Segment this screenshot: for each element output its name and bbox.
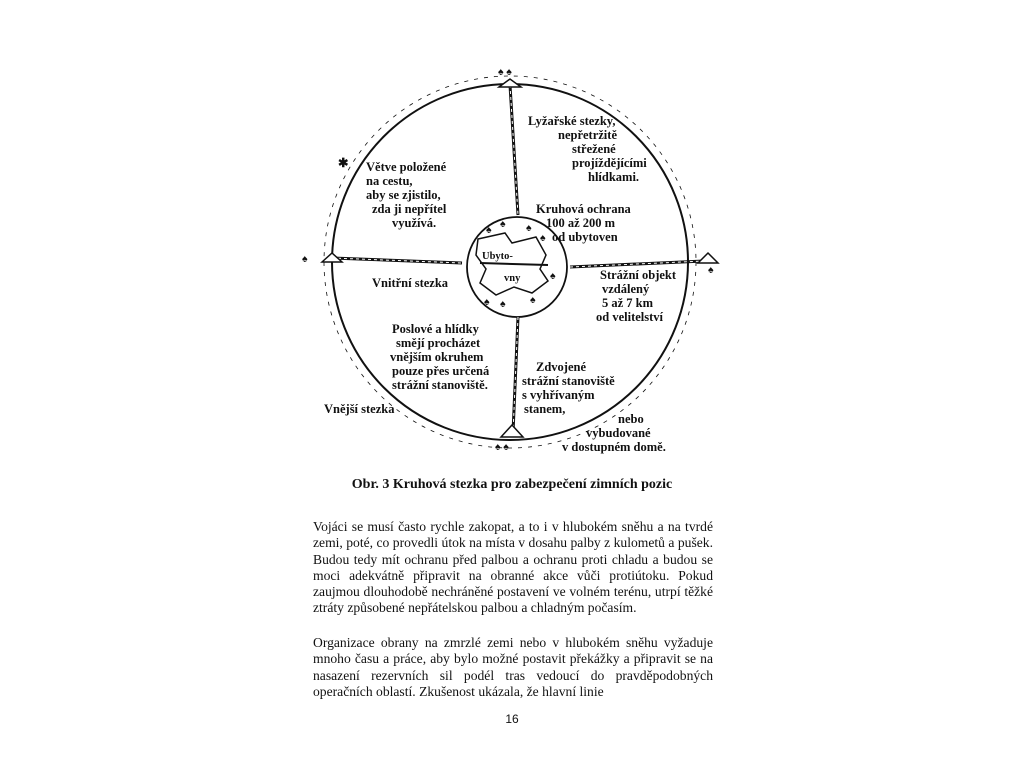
svg-text:projíždějícími: projíždějícími (572, 156, 647, 170)
svg-text:pouze přes určená: pouze přes určená (392, 364, 490, 378)
svg-text:♠: ♠ (708, 265, 714, 276)
guard-post-east (698, 253, 718, 276)
svg-text:5 až 7 km: 5 až 7 km (602, 296, 654, 310)
svg-text:strážní stanoviště: strážní stanoviště (522, 374, 615, 388)
svg-text:♠: ♠ (550, 271, 556, 282)
svg-text:Lyžařské stezky,: Lyžařské stezky, (528, 114, 616, 128)
svg-text:od velitelství: od velitelství (596, 310, 664, 324)
page-number: 16 (505, 712, 519, 726)
figure-caption: Obr. 3 Kruhová stezka pro zabezpečení zimních pozic (351, 477, 673, 492)
svg-text:nebo: nebo (618, 412, 644, 426)
label-zdvojene (522, 360, 615, 416)
svg-text:smějí procházet: smějí procházet (396, 336, 481, 350)
label-vnitrni: Vnitřní stezka (372, 276, 449, 290)
svg-text:♠ ♠: ♠ ♠ (495, 442, 509, 453)
diagram-svg (300, 55, 730, 475)
svg-text:♠: ♠ (526, 223, 532, 234)
guard-post-west (302, 253, 342, 265)
svg-text:Ubyto-: Ubyto- (482, 251, 513, 262)
branch-icon: ✱ (338, 156, 349, 170)
svg-text:na cestu,: na cestu, (366, 174, 413, 188)
svg-text:♠: ♠ (500, 219, 506, 230)
svg-text:využívá.: využívá. (392, 216, 437, 230)
svg-text:v dostupném domě.: v dostupném domě. (562, 440, 666, 454)
svg-text:vnějším okruhem: vnějším okruhem (390, 350, 484, 364)
svg-text:♠: ♠ (302, 254, 308, 265)
label-nebo (562, 412, 666, 454)
label-kruhova (536, 202, 632, 244)
svg-text:zda ji nepřítel: zda ji nepřítel (372, 202, 447, 216)
svg-text:♠ ♠: ♠ ♠ (498, 67, 512, 78)
svg-text:od ubytoven: od ubytoven (552, 230, 618, 244)
body-paragraph: Organizace obrany na zmrzlé zemi nebo v hlubokém sněhu vyžaduje mnoho času a práce, aby bylo možné postavit překážky a připravit se na nasazení rezervních sil podél tras vedoucí do pravděpodobných operačních oblastí. Zkušenost ukázala, že hlavní linie (313, 635, 713, 699)
svg-text:Zdvojené: Zdvojené (536, 360, 586, 374)
svg-text:vzdálený: vzdálený (602, 282, 650, 296)
body-paragraph: Vojáci se musí často rychle zakopat, a to i v hlubokém sněhu a na tvrdé zemi, poté, co provedli útok na místa v dosahu palby z kulometů a pušek. Budou tedy mít ochranu před palbou a ochranu proti chladu a budou se moci adekvátně připravit na obranné akce vůči protiútoku. Pokud zaujmou dlouhodobě nechráněné postavení ve volném terénu, utrpí těžké ztráty způsobené nepřátelskou palbou a chladným počasím. (313, 519, 713, 616)
label-poslove (390, 322, 490, 392)
svg-text:aby se zjistilo,: aby se zjistilo, (366, 188, 441, 202)
svg-text:♠: ♠ (530, 295, 536, 306)
circular-path-figure (300, 55, 730, 475)
svg-text:♠: ♠ (500, 299, 506, 310)
svg-text:♠: ♠ (486, 225, 492, 236)
svg-text:♠: ♠ (484, 297, 490, 308)
svg-text:střežené: střežené (572, 142, 616, 156)
label-lyzarske (528, 114, 647, 184)
svg-text:♠: ♠ (540, 233, 546, 244)
svg-text:vybudované: vybudované (586, 426, 651, 440)
svg-text:strážní stanoviště.: strážní stanoviště. (392, 378, 488, 392)
svg-text:nepřetržitě: nepřetržitě (558, 128, 617, 142)
svg-text:Kruhová ochrana: Kruhová ochrana (536, 202, 631, 216)
svg-text:100 až 200 m: 100 až 200 m (546, 216, 616, 230)
svg-text:Větve položené: Větve položené (366, 160, 447, 174)
label-vetve (366, 160, 447, 230)
label-vnejsi: Vnější stezka (324, 402, 395, 416)
svg-text:Strážní objekt: Strážní objekt (600, 268, 677, 282)
svg-text:s vyhřívaným: s vyhřívaným (522, 388, 595, 402)
svg-text:stanem,: stanem, (524, 402, 566, 416)
svg-text:Poslové a hlídky: Poslové a hlídky (392, 322, 479, 336)
label-strazni-objekt (596, 268, 677, 324)
svg-text:vny: vny (504, 273, 521, 284)
svg-text:hlídkami.: hlídkami. (588, 170, 640, 184)
